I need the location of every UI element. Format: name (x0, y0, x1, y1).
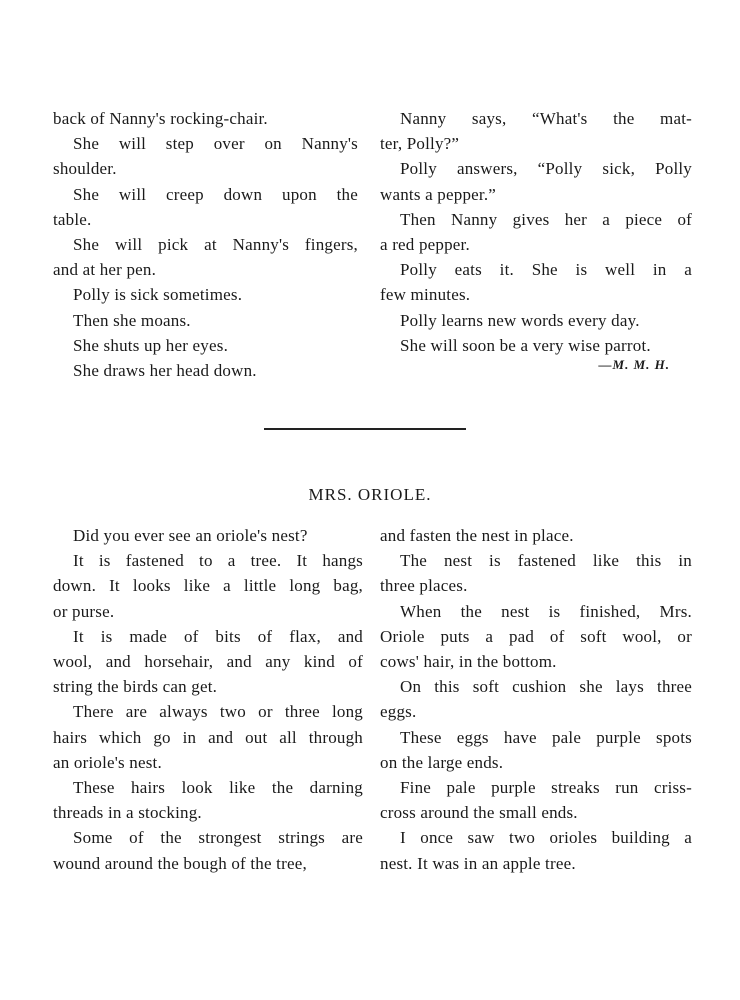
text-line: She will creep down upon the (73, 184, 358, 204)
text-line: Then she moans. (73, 310, 191, 330)
paragraph (53, 358, 358, 383)
text-line: threads in a stocking. (53, 803, 202, 823)
text-line: back of Nanny's rocking-chair. (53, 109, 268, 128)
paragraph (53, 182, 358, 232)
paragraph (380, 674, 692, 724)
text-line: shoulder. (53, 159, 117, 179)
bottom-right-column (380, 523, 692, 876)
paragraph (53, 232, 358, 282)
text-line: hairs which go in and out all through (53, 727, 363, 747)
top-right-column (380, 106, 692, 358)
text-line: I once saw two orioles building a (400, 828, 692, 848)
text-line: Polly answers, “Polly sick, Polly (400, 159, 692, 179)
text-line: She will step over on Nanny's (73, 134, 358, 154)
text-line: She shuts up her eyes. (73, 335, 229, 355)
text-line: The nest is fastened like this in (400, 551, 692, 571)
text-line: and fasten the nest in place. (380, 526, 574, 545)
text-line: Then Nanny gives her a piece of (400, 209, 692, 229)
paragraph (380, 257, 692, 307)
text-line: cross around the small ends. (380, 803, 578, 823)
text-line: table. (53, 209, 92, 229)
text-line: Nanny says, “What's the mat- (400, 109, 692, 128)
text-line: few minutes. (380, 285, 471, 305)
paragraph (53, 106, 358, 131)
text-line: and at her pen. (53, 260, 157, 280)
text-line: She will pick at Nanny's fingers, (73, 235, 358, 255)
text-line: When the nest is finished, Mrs. (400, 601, 692, 621)
bottom-left-column (53, 523, 363, 876)
text-line: It is fastened to a tree. It hangs (73, 551, 363, 571)
paragraph (53, 131, 358, 181)
text-line: down. It looks like a little long bag, (53, 576, 363, 596)
text-line: Fine pale purple streaks run criss- (400, 778, 692, 798)
paragraph (53, 775, 363, 825)
paragraph (380, 156, 692, 206)
paragraph (380, 523, 692, 548)
paragraph (380, 106, 692, 156)
paragraph (53, 548, 363, 624)
text-line: a red pepper. (380, 235, 470, 255)
text-line: Did you ever see an oriole's nest? (73, 526, 308, 545)
text-line: Polly eats it. She is well in a (400, 260, 692, 280)
paragraph (53, 699, 363, 775)
paragraph (380, 599, 692, 675)
text-line: eggs. (380, 702, 417, 722)
text-line: ter, Polly?” (380, 134, 460, 154)
text-line: She will soon be a very wise parrot. (400, 335, 651, 355)
text-line: There are always two or three long (73, 702, 363, 722)
text-line: Polly is sick sometimes. (73, 285, 243, 305)
text-line: on the large ends. (380, 752, 504, 772)
paragraph (53, 333, 358, 358)
paragraph (380, 308, 692, 333)
paragraph (380, 333, 692, 358)
section-title: MRS. ORIOLE. (308, 485, 432, 504)
text-line: On this soft cushion she lays three (400, 677, 692, 697)
text-line: She draws her head down. (73, 361, 257, 381)
text-line: wound around the bough of the tree, (53, 853, 307, 873)
text-line: nest. It was in an apple tree. (380, 853, 576, 873)
text-line: These hairs look like the darning (73, 778, 363, 798)
text-line: string the birds can get. (53, 677, 218, 697)
text-line: three places. (380, 576, 468, 596)
text-line: Some of the strongest strings are (73, 828, 363, 848)
text-line: an oriole's nest. (53, 752, 162, 772)
paragraph (53, 308, 358, 333)
text-line: cows' hair, in the bottom. (380, 652, 557, 672)
section-divider (264, 428, 466, 430)
text-line: or purse. (53, 601, 115, 621)
paragraph (53, 523, 363, 548)
paragraph (53, 825, 363, 875)
paragraph (53, 624, 363, 700)
text-line: Polly learns new words every day. (400, 310, 640, 330)
top-left-column (53, 106, 358, 383)
paragraph (380, 548, 692, 598)
paragraph (380, 825, 692, 875)
text-line: Oriole puts a pad of soft wool, or (380, 626, 692, 646)
paragraph (380, 775, 692, 825)
text-line: wants a pepper.” (380, 184, 497, 204)
text-line: These eggs have pale purple spots (400, 727, 692, 747)
paragraph (380, 725, 692, 775)
author-signature: —M. M. H. (598, 357, 670, 372)
paragraph (53, 282, 358, 307)
paragraph (380, 207, 692, 257)
text-line: wool, and horsehair, and any kind of (53, 652, 363, 672)
text-line: It is made of bits of flax, and (73, 626, 363, 646)
